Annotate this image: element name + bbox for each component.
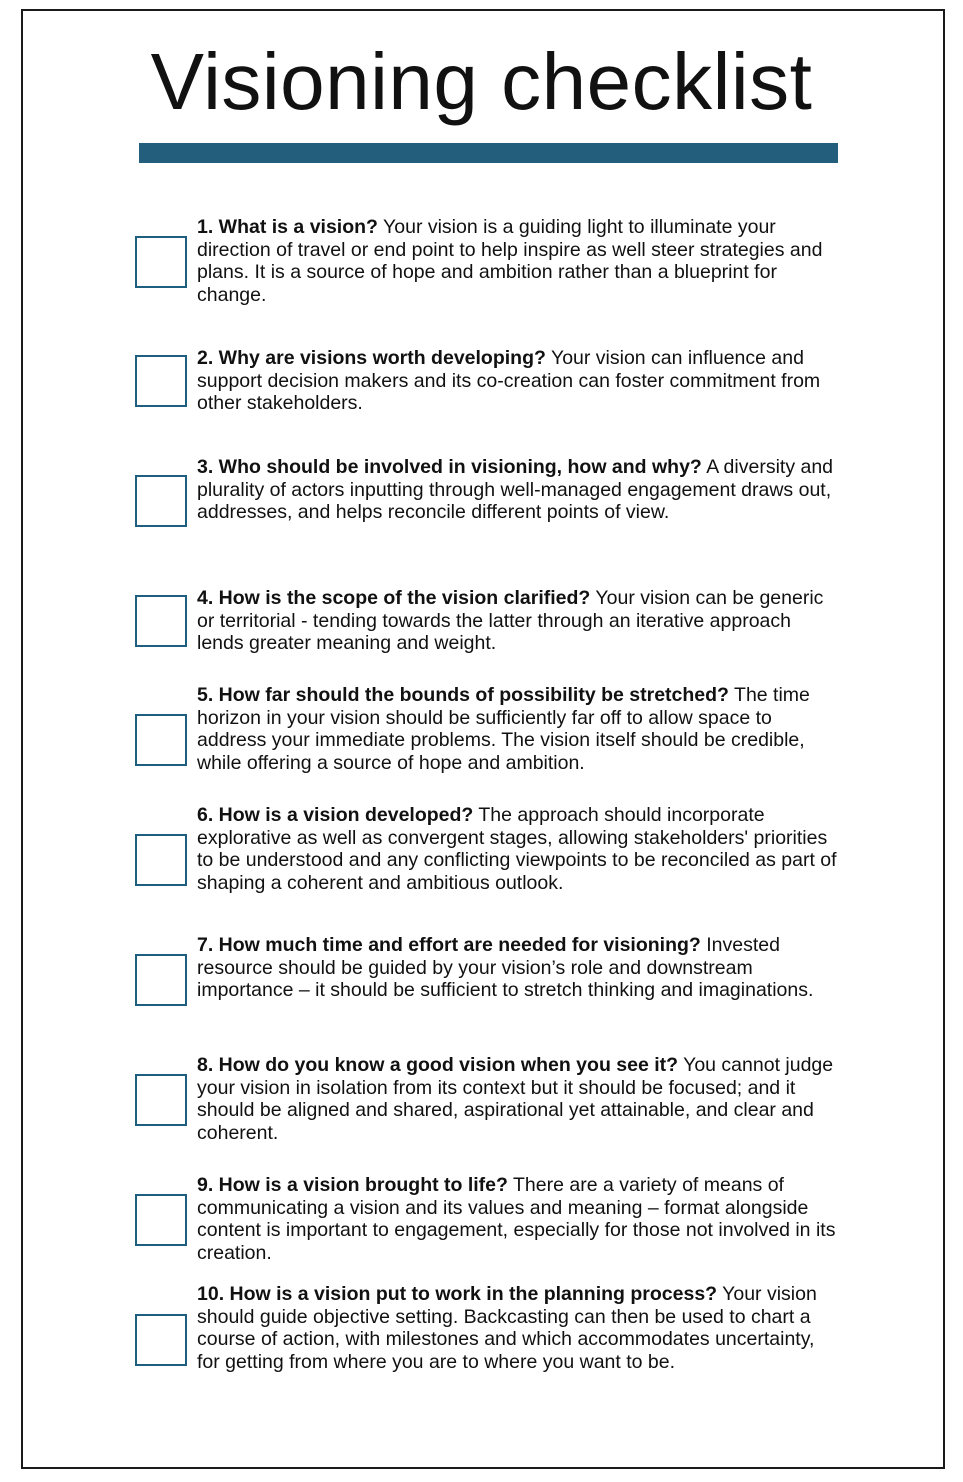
item-question: 7. How much time and effort are needed for visioning? <box>197 934 701 956</box>
item-checkbox[interactable] <box>135 954 187 1006</box>
item-answer: Your vision should guide objective setting. Backcasting can then be used to chart a course of action, with milestones and which accommodates uncertainty, for getting from where you are to where you want to be. <box>197 1283 817 1373</box>
item-text <box>197 804 837 894</box>
item-text <box>197 1283 837 1373</box>
item-text <box>197 684 837 774</box>
item-question: 8. How do you know a good vision when you see it? <box>197 1054 679 1076</box>
item-answer: A diversity and plurality of actors inputting through well-managed engagement draws out, addresses, and helps reconcile different points of view. <box>197 456 834 523</box>
item-checkbox[interactable] <box>135 1314 187 1366</box>
item-question: 6. How is a vision developed? <box>197 804 474 826</box>
item-text <box>197 216 837 306</box>
item-text <box>197 934 837 1002</box>
item-checkbox[interactable] <box>135 475 187 527</box>
item-question: 10. How is a vision put to work in the planning process? <box>197 1283 718 1305</box>
item-checkbox[interactable] <box>135 236 187 288</box>
item-checkbox[interactable] <box>135 834 187 886</box>
item-checkbox[interactable] <box>135 1194 187 1246</box>
item-answer: Your vision can influence and support decision makers and its co-creation can foster commitment from other stakeholders. <box>197 347 821 414</box>
item-checkbox[interactable] <box>135 595 187 647</box>
item-text <box>197 1174 837 1264</box>
item-answer: The approach should incorporate explorative as well as convergent stages, allowing stakeholders' priorities to be understood and any conflicting viewpoints to be reconciled as part of shaping a coherent and ambitious outlook. <box>197 804 837 894</box>
item-answer: Your vision is a guiding light to illuminate your direction of travel or end point to help inspire as well steer strategies and plans. It is a source of hope and ambition rather than a blueprint for change. <box>197 216 823 306</box>
item-checkbox[interactable] <box>135 1074 187 1126</box>
item-question: 9. How is a vision brought to life? <box>197 1174 508 1196</box>
item-text <box>197 456 837 524</box>
page-title: Visioning checklist <box>150 37 813 126</box>
item-answer: You cannot judge your vision in isolation from its context but it should be focused; and it should be aligned and shared, aspirational yet attainable, and clear and coherent. <box>197 1054 834 1144</box>
item-answer: There are a variety of means of communicating a vision and its values and meaning – format alongside content is important to engagement, especially for those not involved in its creation. <box>197 1174 836 1264</box>
item-text <box>197 347 837 415</box>
item-question: 4. How is the scope of the vision clarified? <box>197 587 591 609</box>
item-question: 1. What is a vision? <box>197 216 378 238</box>
item-checkbox[interactable] <box>135 714 187 766</box>
item-answer: Invested resource should be guided by your vision’s role and downstream importance – it should be sufficient to stretch thinking and imaginations. <box>197 934 814 1001</box>
item-text <box>197 1054 837 1144</box>
item-question: 3. Who should be involved in visioning, how and why? <box>197 456 702 478</box>
item-answer: The time horizon in your vision should be sufficiently far off to allow space to address your immediate problems. The vision itself should be credible, while offering a source of hope and ambition. <box>197 684 810 774</box>
item-checkbox[interactable] <box>135 355 187 407</box>
title-underline-bar <box>139 143 838 163</box>
item-question: 2. Why are visions worth developing? <box>197 347 546 369</box>
item-question: 5. How far should the bounds of possibility be stretched? <box>197 684 729 706</box>
item-answer: Your vision can be generic or territorial - tending towards the latter through an iterative approach lends greater meaning and weight. <box>197 587 824 654</box>
item-text <box>197 587 837 655</box>
